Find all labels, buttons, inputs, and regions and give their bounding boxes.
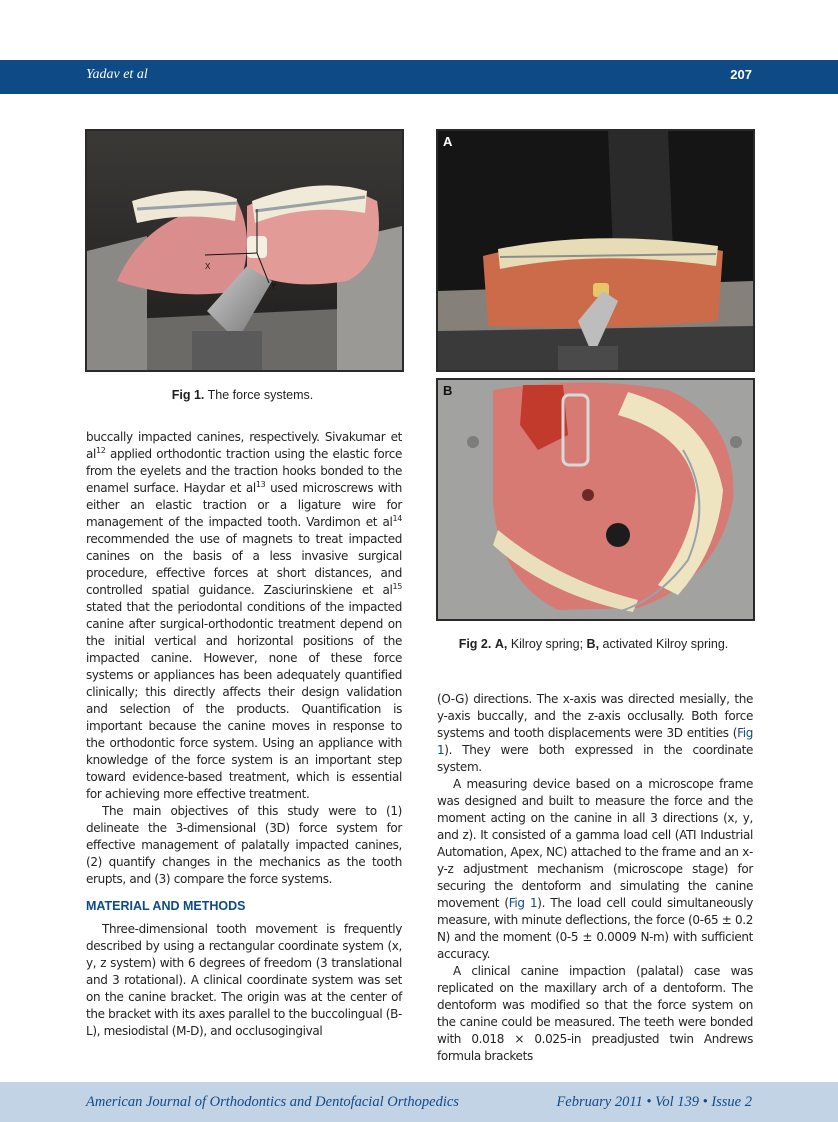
- page-number: 207: [730, 67, 752, 82]
- footer-issue-info: February 2011 • Vol 139 • Issue 2: [556, 1094, 752, 1110]
- fig1-image: [87, 131, 402, 370]
- left-paragraph-2: The main objectives of this study were to (1) delineate the 3-dimensional (3D) force system for effective management of palatally impacted canines, (2) quantify changes in the mechanics as the tooth erupts, and (3) compare the force systems.: [86, 804, 402, 886]
- fig1-caption-label: Fig 1.: [171, 388, 205, 402]
- fig2-caption-b-label: B,: [586, 637, 600, 651]
- fig2a-photo: [436, 129, 755, 372]
- running-footer: [0, 1082, 838, 1122]
- right-column: [437, 691, 753, 1065]
- fig2a-panel-label: A: [443, 134, 453, 149]
- fig1-caption-text: The force systems.: [207, 388, 314, 402]
- fig1-caption: [85, 388, 400, 402]
- fig2b-image: [438, 380, 753, 619]
- fig1-axis-y-label: Y: [271, 282, 277, 291]
- fig2a-image: [438, 131, 753, 370]
- fig2b-photo: [436, 378, 755, 621]
- fig1-photo: [85, 129, 404, 372]
- fig2-caption-a-text: Kilroy spring;: [510, 637, 584, 651]
- right-paragraph-1: (O-G) directions. The x-axis was directed mesially, the y-axis buccally, and the z-axis occlusally. Both force systems and tooth displacements were 3D entities (Fig 1). They were both expressed in the coordinate system.: [437, 692, 753, 774]
- right-paragraph-3: A clinical canine impaction (palatal) case was replicated on the maxillary arch of a dentoform. The dentoform was modified so that the force system on the canine could be measured. The teeth were bonded with 0.018 × 0.025-in preadjusted twin Andrews formula brackets: [437, 964, 753, 1063]
- fig2b-panel-label: B: [443, 383, 453, 398]
- fig2-caption-label: Fig 2.: [458, 637, 492, 651]
- running-header: [0, 60, 838, 94]
- fig1-reference-link[interactable]: Fig 1: [508, 896, 538, 910]
- section-heading: MATERIAL AND METHODS: [86, 899, 246, 913]
- left-paragraph-3: Three-dimensional tooth movement is frequently described by using a rectangular coordinate system (x, y, z system) with 6 degrees of freedom (3 translational and 3 rotational). A clinical coordinate system was set on the canine bracket. The origin was at the center of the bracket with its axes parallel to the buccolingual (B-L), mesiodistal (M-D), and occlusogingival: [86, 922, 402, 1038]
- fig1-axis-x-label: X: [205, 262, 211, 271]
- left-column: [86, 429, 402, 1040]
- fig2-caption: [436, 637, 751, 651]
- fig2-caption-a-label: A,: [494, 637, 508, 651]
- footer-journal-title: American Journal of Orthodontics and Dentofacial Orthopedics: [86, 1094, 459, 1110]
- fig1-reference-link[interactable]: Fig 1: [437, 726, 753, 757]
- left-paragraph-1: buccally impacted canines, respectively. Sivakumar et $al^{12}$ applied orthodontic traction using the elastic force from the eyelets and the traction hooks bonded to the enamel surface. Haydar et $al^{13}$ used microscrews with either an elastic traction or a ligature wire for management of the impacted tooth. Vardimon et $al^{14}$ recommended the use of magnets to treat impacted canines on the basis of a less invasive surgical procedure, effective forces at short distances, and controlled spatial guidance. Zasciurinskiene et $al^{15}$ stated that the periodontal conditions of the impacted canine after surgical-orthodontic treatment depend on the initial vertical and horizontal positions of the impacted canine. However, none of these force systems or appliances has been adequately quantified clinically; this directly affects their design validation and selection of the products. Quantification is important because the canine moves in response to the orthodontic force system. Using an appliance with knowledge of the force system is an important step toward evidence-based treatment, which is essential for achieving more effective treatment.: [86, 430, 402, 801]
- fig2-caption-b-text: activated Kilroy spring.: [602, 637, 729, 651]
- header-authors: Yadav et al: [86, 67, 148, 82]
- right-paragraph-2: A measuring device based on a microscope frame was designed and built to measure the force and the moment acting on the canine in all 3 directions (x, y, and z). It consisted of a gamma load cell (ATI Industrial Automation, Apex, NC) attached to the frame and an x-y-z adjustment mechanism (microscope stage) for securing the dentoform and simulating the canine movement (Fig 1). The load cell could simultaneously measure, with minute deflections, the force (0-65 ± 0.2 N) and the moment (0-5 ± 0.0009 N-m) with sufficient accuracy.: [437, 777, 754, 961]
